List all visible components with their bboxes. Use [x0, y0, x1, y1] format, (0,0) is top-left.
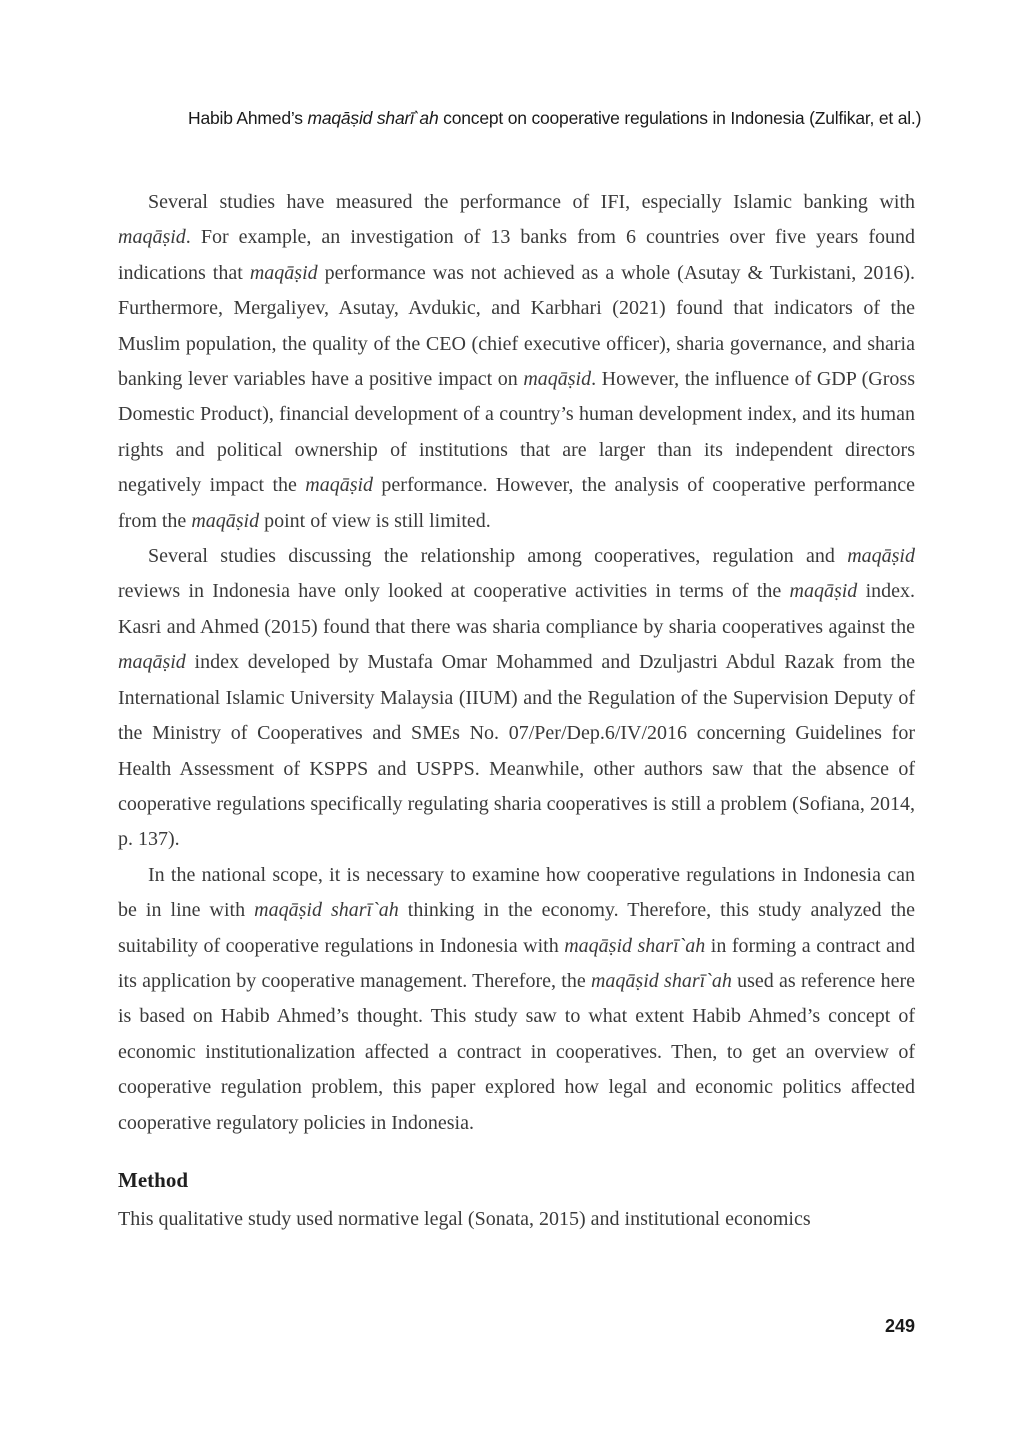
- text-run: reviews in Indonesia have only looked at cooperative activities in terms of the: [118, 580, 790, 603]
- italic-term: maqāṣid sharī`ah: [590, 969, 732, 992]
- paragraph: [118, 185, 915, 539]
- text-run: index. Kasri and Ahmed (2015) found that there was sharia compliance by sharia cooperatives against the: [118, 580, 915, 638]
- italic-term: maqāṣid: [523, 368, 592, 391]
- italic-term: maqāṣid sharī`ah: [564, 934, 706, 957]
- italic-term: maqāṣid: [305, 474, 374, 497]
- header-italic-term: maqāṣid sharī`ah: [307, 108, 439, 128]
- page-number: 249: [884, 1316, 915, 1336]
- text-run: In the national scope, it is necessary to examine how cooperative regulations in Indonesia can be in line with: [118, 863, 915, 922]
- italic-term: maqāṣid: [191, 509, 260, 532]
- italic-term: maqāṣid sharī`ah: [254, 899, 399, 922]
- text-run: . However, the influence of GDP (Gross Domestic Product), financial development of a country’s human development index, and its human rights and political ownership of institutions that are larger than its independent directors negatively impact the: [118, 368, 915, 497]
- italic-term: maqāṣid: [118, 651, 186, 674]
- method-paragraph: This qualitative study used normative legal (Sonata, 2015) and institutional economics: [118, 1208, 811, 1231]
- italic-term: maqāṣid: [847, 545, 915, 568]
- running-header: [188, 108, 922, 129]
- text-run: index developed by Mustafa Omar Mohammed and Dzuljastri Abdul Razak from the International Islamic University Malaysia (IIUM) and the Regulation of the Supervision Deputy of the Ministry of Cooperatives and SMEs No. 07/Per/Dep.6/IV/2016 concerning Guidelines for Health Assessment of KSPPS and USPPS. Meanwhile, other authors saw that the absence of cooperative regulations specifically regulating sharia cooperatives is still a problem (Sofiana, 2014, p. 137).: [118, 651, 915, 851]
- text-run: . For example, an investigation of 13 banks from 6 countries over five years found indications that: [118, 226, 915, 284]
- header-suffix: concept on cooperative regulations in Indonesia (Zulfikar, et al.): [438, 108, 922, 128]
- text-run: performance was not achieved as a whole (Asutay & Turkistani, 2016). Furthermore, Mergaliyev, Asutay, Avdukic, and Karbhari (2021) found that indicators of the Muslim population, the quality of the CEO (chief executive officer), sharia governance, and sharia banking lever variables have a positive impact on: [118, 261, 915, 391]
- paragraph: [118, 539, 915, 858]
- section-heading-method: Method: [118, 1167, 188, 1192]
- italic-term: maqāṣid: [249, 261, 318, 284]
- text-run: Several studies have measured the performance of IFI, especially Islamic banking with: [148, 191, 915, 213]
- italic-term: maqāṣid: [789, 580, 858, 603]
- text-run: in forming a contract and its application by cooperative management. Therefore, the: [118, 934, 915, 992]
- italic-term: maqāṣid: [118, 226, 186, 249]
- text-run: used as reference here is based on Habib Ahmed’s thought. This study saw to what extent Habib Ahmed’s concept of economic institutionalization affected a contract in cooperatives. Then, to get an overview of cooperative regulation problem, this paper explored how legal and economic politics affected cooperative regulatory policies in Indonesia.: [118, 969, 915, 1134]
- text-run: performance. However, the analysis of cooperative performance from the: [118, 474, 915, 532]
- paragraph: [118, 858, 915, 1141]
- text-run: thinking in the economy. Therefore, this study analyzed the suitability of cooperative regulations in Indonesia with: [118, 899, 916, 957]
- text-run: Several studies discussing the relationship among cooperatives, regulation and: [148, 545, 848, 568]
- body-text: [118, 185, 915, 1238]
- header-prefix: Habib Ahmed’s: [188, 108, 308, 128]
- text-run: point of view is still limited.: [259, 509, 491, 532]
